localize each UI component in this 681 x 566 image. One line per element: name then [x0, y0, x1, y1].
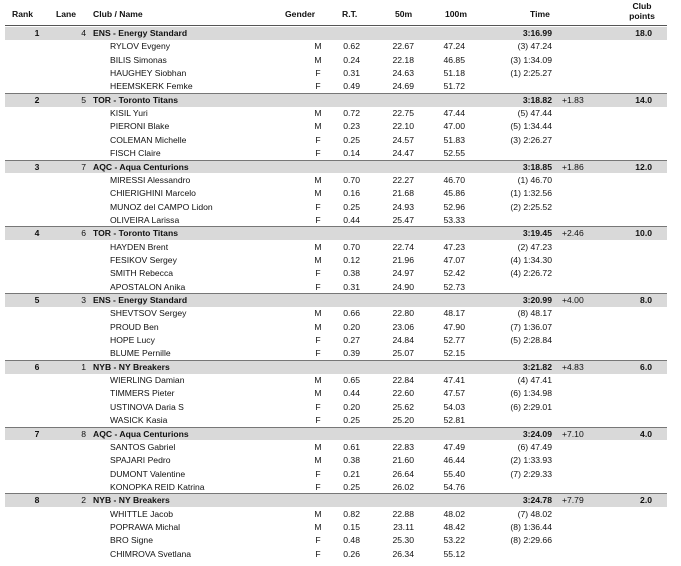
team-time: 3:18.85 — [522, 161, 552, 172]
split-100m: 51.83 — [443, 134, 465, 145]
swimmer-row — [0, 508, 681, 521]
split-100m: 52.96 — [443, 201, 465, 212]
reaction-time: 0.49 — [343, 81, 360, 92]
reaction-time: 0.24 — [343, 54, 360, 65]
split-50m: 25.47 — [392, 214, 414, 225]
swimmer-name: DUMONT Valentine — [110, 468, 186, 479]
reaction-time: 0.26 — [343, 548, 360, 559]
swimmer-gender: F — [315, 268, 321, 279]
split-50m: 21.68 — [392, 188, 414, 199]
team-time: 3:24.78 — [522, 495, 552, 506]
split-100m: 48.17 — [443, 308, 465, 319]
team-row — [0, 94, 681, 107]
split-100m: 47.44 — [443, 108, 465, 119]
lane-header: Lane — [56, 9, 77, 19]
rt-header: R.T. — [342, 9, 358, 19]
swimmer-name: PIERONI Blake — [110, 121, 170, 132]
split-100m: 52.15 — [443, 348, 465, 359]
team-club-name: AQC - Aqua Centurions — [93, 428, 189, 439]
team-lane: 4 — [81, 28, 86, 38]
split-100m: 48.42 — [443, 521, 465, 532]
reaction-time: 0.15 — [343, 521, 360, 532]
split-100m: 46.70 — [443, 174, 465, 185]
cumulative-split: (3) 1:34.09 — [510, 54, 552, 65]
swimmer-name: USTINOVA Daria S — [110, 401, 184, 412]
team-club-points: 8.0 — [640, 295, 652, 305]
swimmer-name: HEEMSKERK Femke — [110, 81, 193, 92]
swimmer-name: SANTOS Gabriel — [110, 441, 176, 452]
100m-header: 100m — [445, 9, 467, 19]
reaction-time: 0.21 — [343, 468, 360, 479]
reaction-time: 0.44 — [343, 388, 360, 399]
split-50m: 22.67 — [392, 41, 414, 52]
swimmer-gender: M — [314, 321, 322, 332]
split-50m: 21.96 — [392, 254, 414, 265]
swimmer-gender: F — [315, 415, 321, 426]
split-100m: 53.22 — [443, 535, 465, 546]
split-50m: 22.88 — [392, 508, 414, 519]
team-club-name: TOR - Toronto Titans — [93, 228, 178, 239]
club-points-line-2: points — [629, 11, 655, 21]
swimmer-row — [0, 241, 681, 254]
split-100m: 46.85 — [443, 54, 465, 65]
team-rank: 5 — [34, 295, 40, 305]
cumulative-split: (2) 1:33.93 — [510, 455, 552, 466]
split-100m: 47.57 — [443, 388, 465, 399]
swimmer-name: APOSTALON Anika — [110, 281, 186, 292]
split-50m: 26.64 — [392, 468, 414, 479]
split-50m: 26.34 — [392, 548, 414, 559]
split-50m: 24.93 — [392, 201, 414, 212]
split-50m: 23.11 — [393, 521, 414, 532]
split-50m: 23.06 — [392, 321, 414, 332]
reaction-time: 0.62 — [343, 41, 360, 52]
reaction-time: 0.61 — [343, 441, 360, 452]
team-rank: 8 — [34, 495, 40, 506]
split-50m: 25.30 — [392, 535, 414, 546]
swimmer-row — [0, 120, 681, 133]
swimmer-gender: M — [314, 508, 322, 519]
cumulative-split: (7) 1:36.07 — [510, 321, 552, 332]
split-100m: 52.55 — [443, 148, 465, 159]
swimmer-gender: M — [314, 121, 322, 132]
team-club-name: AQC - Aqua Centurions — [93, 161, 189, 172]
swimmer-gender: F — [315, 481, 321, 492]
cumulative-split: (3) 2:26.27 — [510, 134, 552, 145]
swimmer-name: OLIVEIRA Larissa — [110, 214, 180, 225]
team-time-behind: +7.10 — [562, 428, 584, 439]
split-50m: 22.84 — [392, 375, 414, 386]
split-100m: 54.76 — [443, 481, 465, 492]
reaction-time: 0.20 — [343, 401, 360, 412]
team-time-behind: +1.86 — [562, 161, 584, 172]
team-separator — [5, 493, 667, 494]
team-time: 3:24.09 — [522, 428, 552, 439]
swimmer-row — [0, 134, 681, 147]
reaction-time: 0.31 — [343, 281, 360, 292]
split-100m: 53.33 — [443, 214, 465, 225]
swimmer-name: SHEVTSOV Sergey — [110, 308, 187, 319]
cumulative-split: (1) 46.70 — [517, 174, 552, 185]
club-points-line-1: Club — [632, 1, 652, 11]
swimmer-row — [0, 80, 681, 93]
team-separator — [5, 160, 667, 161]
time-header: Time — [530, 9, 550, 19]
team-time: 3:18.82 — [522, 94, 552, 105]
team-time: 3:19.45 — [522, 228, 552, 239]
swimmer-gender: F — [315, 148, 321, 159]
split-100m: 48.02 — [443, 508, 465, 519]
split-100m: 55.12 — [443, 548, 465, 559]
reaction-time: 0.27 — [343, 335, 360, 346]
swimmer-name: WASICK Kasia — [110, 415, 168, 426]
swimmer-name: WIERLING Damian — [110, 375, 185, 386]
swimmer-name: SMITH Rebecca — [110, 268, 174, 279]
swimmer-name: SPAJARI Pedro — [110, 455, 171, 466]
swimmer-gender: F — [315, 81, 321, 92]
split-100m: 47.23 — [443, 241, 465, 252]
swimmer-name: HAYDEN Brent — [110, 241, 169, 252]
swimmer-gender: F — [315, 281, 321, 292]
swimmer-row — [0, 374, 681, 387]
team-separator — [5, 360, 667, 361]
swimmer-gender: M — [314, 441, 322, 452]
split-100m: 47.00 — [443, 121, 465, 132]
cumulative-split: (6) 47.49 — [517, 441, 552, 452]
team-lane: 2 — [81, 495, 86, 506]
reaction-time: 0.38 — [343, 268, 360, 279]
team-row — [0, 494, 681, 507]
split-50m: 24.47 — [392, 148, 414, 159]
swimmer-gender: M — [314, 308, 322, 319]
team-time: 3:21.82 — [522, 361, 552, 372]
cumulative-split: (5) 1:34.44 — [510, 121, 552, 132]
swimmer-name: RYLOV Evgeny — [110, 41, 171, 52]
reaction-time: 0.23 — [343, 121, 360, 132]
cumulative-split: (8) 2:29.66 — [510, 535, 552, 546]
swimmer-name: BRO Signe — [110, 535, 153, 546]
swimmer-gender: M — [314, 54, 322, 65]
reaction-time: 0.72 — [343, 108, 360, 119]
split-100m: 45.86 — [443, 188, 465, 199]
swimmer-gender: M — [314, 174, 322, 185]
cumulative-split: (4) 47.41 — [517, 375, 552, 386]
team-club-points: 14.0 — [635, 94, 652, 105]
team-club-name: ENS - Energy Standard — [93, 28, 188, 38]
split-100m: 52.73 — [443, 281, 465, 292]
cumulative-split: (6) 1:34.98 — [510, 388, 552, 399]
swimmer-gender: F — [315, 548, 321, 559]
cumulative-split: (2) 47.23 — [517, 241, 552, 252]
team-row — [0, 361, 681, 374]
split-50m: 22.18 — [392, 54, 414, 65]
split-50m: 24.84 — [392, 335, 414, 346]
swimmer-gender: F — [315, 535, 321, 546]
split-100m: 47.07 — [443, 254, 465, 265]
swimmer-row — [0, 107, 681, 120]
swimmer-name: POPRAWA Michal — [110, 521, 181, 532]
split-50m: 22.74 — [392, 241, 414, 252]
team-club-name: ENS - Energy Standard — [93, 295, 188, 305]
swimmer-name: FESIKOV Sergey — [110, 254, 177, 265]
swimmer-name: MUNOZ del CAMPO Lidon — [110, 201, 213, 212]
reaction-time: 0.65 — [343, 375, 360, 386]
split-50m: 26.02 — [392, 481, 414, 492]
split-100m: 52.77 — [443, 335, 465, 346]
swimmer-row — [0, 454, 681, 467]
split-50m: 25.20 — [392, 415, 414, 426]
split-100m: 46.44 — [443, 455, 465, 466]
swimmer-row — [0, 307, 681, 320]
swimmer-gender: M — [314, 521, 322, 532]
swimmer-row — [0, 267, 681, 280]
team-time-behind: +4.83 — [562, 361, 584, 372]
team-club-points: 10.0 — [635, 228, 652, 239]
reaction-time: 0.14 — [343, 148, 360, 159]
swimmer-name: KONOPKA REID Katrina — [110, 481, 205, 492]
split-100m: 47.90 — [443, 321, 465, 332]
team-row — [0, 161, 681, 174]
swimmer-name: MIRESSI Alessandro — [110, 174, 191, 185]
reaction-time: 0.48 — [343, 535, 360, 546]
gender-header: Gender — [285, 9, 316, 19]
reaction-time: 0.25 — [343, 134, 360, 145]
swimmer-row — [0, 321, 681, 334]
swimmer-name: WHITTLE Jacob — [110, 508, 174, 519]
swimmer-name: PROUD Ben — [110, 321, 159, 332]
team-club-points: 4.0 — [640, 428, 652, 439]
cumulative-split: (4) 2:26.72 — [510, 268, 552, 279]
swimmer-row — [0, 481, 681, 494]
swimmer-row — [0, 67, 681, 80]
team-time: 3:16.99 — [522, 28, 552, 38]
split-50m: 22.27 — [392, 174, 414, 185]
reaction-time: 0.38 — [343, 455, 360, 466]
split-50m: 25.07 — [392, 348, 414, 359]
split-50m: 24.63 — [392, 68, 414, 79]
swimmer-gender: F — [315, 201, 321, 212]
split-50m: 22.83 — [392, 441, 414, 452]
cumulative-split: (4) 1:34.30 — [510, 254, 552, 265]
swimmer-name: BLUME Pernille — [110, 348, 171, 359]
swimmer-row — [0, 334, 681, 347]
reaction-time: 0.66 — [343, 308, 360, 319]
swimmer-name: TIMMERS Pieter — [110, 388, 175, 399]
team-separator — [5, 93, 667, 94]
team-time-behind: +4.00 — [562, 295, 584, 305]
split-50m: 24.90 — [392, 281, 414, 292]
swimmer-gender: M — [314, 388, 322, 399]
team-row — [0, 428, 681, 441]
cumulative-split: (8) 1:36.44 — [510, 521, 552, 532]
split-50m: 22.10 — [392, 121, 414, 132]
split-100m: 47.49 — [443, 441, 465, 452]
reaction-time: 0.44 — [343, 214, 360, 225]
reaction-time: 0.31 — [343, 68, 360, 79]
team-club-points: 18.0 — [635, 28, 652, 38]
rank-header: Rank — [12, 9, 34, 19]
swimmer-gender: M — [314, 241, 322, 252]
team-rank: 7 — [34, 428, 40, 439]
team-lane: 5 — [81, 94, 86, 105]
cumulative-split: (5) 47.44 — [517, 108, 552, 119]
team-lane: 6 — [81, 228, 86, 239]
swimmer-gender: M — [314, 41, 322, 52]
cumulative-split: (8) 48.17 — [517, 308, 552, 319]
team-rank: 4 — [34, 228, 40, 239]
team-time-behind: +7.79 — [562, 495, 584, 506]
team-club-points: 2.0 — [640, 495, 652, 506]
reaction-time: 0.39 — [343, 348, 360, 359]
split-100m: 52.81 — [443, 415, 465, 426]
swimmer-name: KISIL Yuri — [110, 108, 148, 119]
swimmer-row — [0, 548, 681, 561]
swimmer-name: BILIS Simonas — [110, 54, 167, 65]
split-50m: 24.69 — [392, 81, 414, 92]
team-rank: 6 — [34, 361, 40, 372]
team-rank: 1 — [34, 28, 40, 38]
swimmer-gender: M — [314, 254, 322, 265]
swimmer-name: HAUGHEY Siobhan — [110, 68, 187, 79]
team-rank: 2 — [34, 94, 40, 105]
swimmer-row — [0, 254, 681, 267]
cumulative-split: (6) 2:29.01 — [510, 401, 552, 412]
reaction-time: 0.20 — [343, 321, 360, 332]
swimmer-name: CHIMROVA Svetlana — [110, 548, 192, 559]
split-50m: 24.97 — [392, 268, 414, 279]
swimmer-gender: M — [314, 188, 322, 199]
team-rank: 3 — [34, 161, 40, 172]
swimmer-gender: F — [315, 335, 321, 346]
split-100m: 52.42 — [443, 268, 465, 279]
reaction-time: 0.25 — [343, 415, 360, 426]
split-100m: 47.24 — [443, 41, 465, 52]
swimmer-row — [0, 387, 681, 400]
swimmer-row — [0, 441, 681, 454]
split-50m: 22.75 — [392, 108, 414, 119]
team-time-behind: +1.83 — [562, 94, 584, 105]
swimmer-gender: F — [315, 68, 321, 79]
swimmer-row — [0, 40, 681, 53]
swimmer-row — [0, 214, 681, 227]
split-100m: 51.72 — [443, 81, 465, 92]
swimmer-gender: F — [315, 214, 321, 225]
swimmer-row — [0, 534, 681, 547]
cumulative-split: (7) 48.02 — [517, 508, 552, 519]
team-separator — [5, 226, 667, 227]
swimmer-gender: F — [315, 348, 321, 359]
swimmer-name: HOPE Lucy — [110, 335, 155, 346]
reaction-time: 0.25 — [343, 201, 360, 212]
cumulative-split: (3) 47.24 — [517, 41, 552, 52]
swimmer-row — [0, 201, 681, 214]
swimmer-name: FISCH Claire — [110, 148, 161, 159]
team-lane: 8 — [81, 428, 86, 439]
cumulative-split: (7) 2:29.33 — [510, 468, 552, 479]
split-100m: 54.03 — [443, 401, 465, 412]
split-50m: 22.60 — [392, 388, 414, 399]
team-lane: 1 — [81, 361, 86, 372]
swimmer-row — [0, 54, 681, 67]
team-time-behind: +2.46 — [562, 228, 584, 239]
team-club-name: TOR - Toronto Titans — [93, 94, 178, 105]
team-separator — [5, 427, 667, 428]
team-row — [0, 227, 681, 240]
cumulative-split: (2) 2:25.52 — [510, 201, 552, 212]
50m-header: 50m — [395, 9, 413, 19]
swimmer-gender: M — [314, 375, 322, 386]
swimmer-row — [0, 521, 681, 534]
swimmer-row — [0, 468, 681, 481]
swimmer-name: CHIERIGHINI Marcelo — [110, 188, 196, 199]
cumulative-split: (1) 2:25.27 — [510, 68, 552, 79]
swimmer-row — [0, 347, 681, 360]
swimmer-row — [0, 281, 681, 294]
split-100m: 47.41 — [443, 375, 465, 386]
reaction-time: 0.12 — [343, 254, 360, 265]
team-club-name: NYB - NY Breakers — [93, 495, 170, 506]
swimmer-gender: M — [314, 108, 322, 119]
split-100m: 51.18 — [443, 68, 465, 79]
split-50m: 24.57 — [392, 134, 414, 145]
team-lane: 3 — [81, 295, 86, 305]
swimmer-name: COLEMAN Michelle — [110, 134, 187, 145]
reaction-time: 0.16 — [343, 188, 360, 199]
team-separator — [5, 293, 667, 294]
swimmer-gender: F — [315, 468, 321, 479]
swimmer-gender: F — [315, 401, 321, 412]
reaction-time: 0.70 — [343, 174, 360, 185]
split-50m: 22.80 — [392, 308, 414, 319]
team-club-points: 12.0 — [635, 161, 652, 172]
swimmer-gender: F — [315, 134, 321, 145]
team-row — [0, 294, 681, 307]
swimmer-row — [0, 401, 681, 414]
club-name-header: Club / Name — [93, 9, 143, 19]
reaction-time: 0.25 — [343, 481, 360, 492]
reaction-time: 0.70 — [343, 241, 360, 252]
team-club-name: NYB - NY Breakers — [93, 361, 170, 372]
team-club-points: 6.0 — [640, 361, 652, 372]
team-lane: 7 — [81, 161, 86, 172]
swimmer-row — [0, 187, 681, 200]
split-50m: 21.60 — [392, 455, 414, 466]
cumulative-split: (1) 1:32.56 — [510, 188, 552, 199]
team-time: 3:20.99 — [522, 295, 552, 305]
reaction-time: 0.82 — [343, 508, 360, 519]
cumulative-split: (5) 2:28.84 — [510, 335, 552, 346]
split-100m: 55.40 — [443, 468, 465, 479]
swimmer-row — [0, 174, 681, 187]
team-row — [0, 27, 681, 40]
swimmer-row — [0, 414, 681, 427]
split-50m: 25.62 — [392, 401, 414, 412]
swimmer-gender: M — [314, 455, 322, 466]
swimmer-row — [0, 147, 681, 160]
